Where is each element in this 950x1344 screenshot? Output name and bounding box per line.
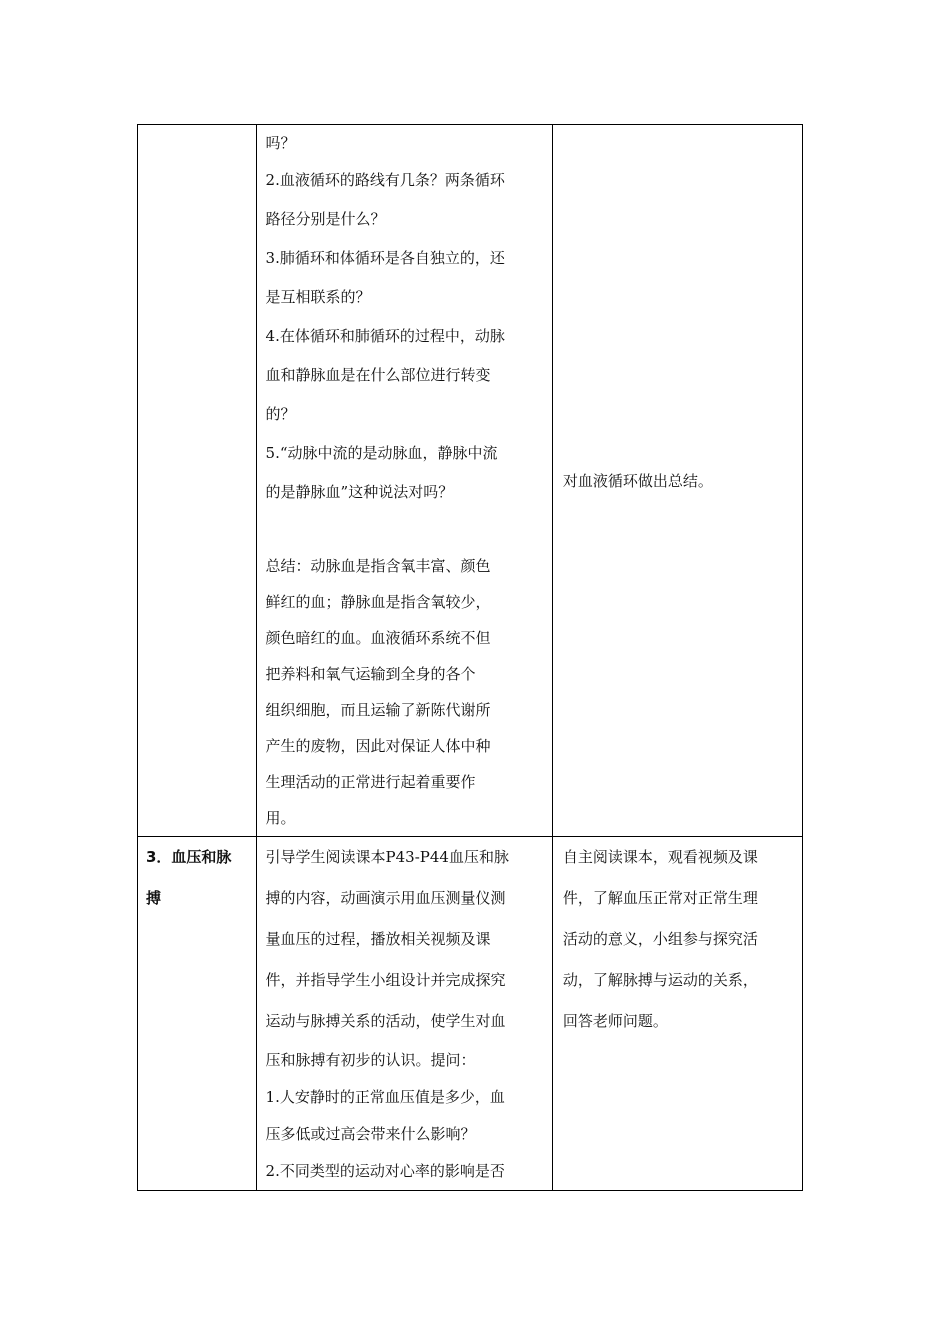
text-line: 的是静脉血”这种说法对吗？ — [265, 483, 454, 501]
text-line: 运动与脉搏关系的活动，使学生对血 — [265, 1012, 506, 1030]
student-activity-cell — [552, 837, 802, 1191]
table-row — [138, 125, 803, 837]
text-line: 4.在体循环和肺循环的过程中，动脉 — [265, 327, 505, 345]
text-line: 压和脉搏有初步的认识。提问： — [265, 1051, 476, 1069]
table-row — [138, 837, 803, 1191]
text-line: 量血压的过程，播放相关视频及课 — [265, 930, 491, 948]
text-line: 2.血液循环的路线有几条？两条循环 — [265, 171, 505, 189]
text-line: 活动的意义，小组参与探究活 — [562, 930, 758, 948]
text-line: 吗？ — [265, 134, 296, 152]
summary-line: 把养料和氧气运输到全身的各个 — [265, 665, 476, 683]
text-line: 回答老师问题。 — [562, 1012, 668, 1030]
text-line: 路径分别是什么？ — [265, 210, 386, 228]
text-line: 压多低或过高会带来什么影响？ — [265, 1125, 476, 1143]
text-line: 1.人安静时的正常血压值是多少，血 — [265, 1088, 505, 1106]
text-line: 血和静脉血是在什么部位进行转变 — [265, 366, 491, 384]
lesson-plan-table — [137, 124, 803, 1191]
stage-cell — [138, 125, 257, 837]
summary-line: 生理活动的正常进行起着重要作 — [265, 773, 476, 791]
text-line: 件，了解血压正常对正常生理 — [562, 889, 758, 907]
summary-line: 产生的废物，因此对保证人体中种 — [265, 737, 491, 755]
summary-line: 用。 — [265, 809, 296, 827]
text-line: 自主阅读课本，观看视频及课 — [562, 848, 758, 866]
blank-line — [266, 512, 536, 548]
stage-cell — [138, 837, 257, 1191]
text-line: 件，并指导学生小组设计并完成探究 — [265, 971, 506, 989]
text-line: 引导学生阅读课本P43-P44血压和脉 — [265, 848, 509, 866]
text-line: 2.不同类型的运动对心率的影响是否 — [265, 1162, 505, 1180]
text-line: 搏的内容，动画演示用血压测量仪测 — [265, 889, 506, 907]
summary-line: 颜色暗红的血。血液循环系统不但 — [265, 629, 491, 647]
text-line: 5.“动脉中流的是动脉血，静脉中流 — [265, 444, 498, 462]
text-line: 动，了解脉搏与运动的关系， — [562, 971, 758, 989]
text-line: 3.肺循环和体循环是各自独立的，还 — [265, 249, 505, 267]
stage-title-line: 3．血压和脉 — [146, 848, 232, 866]
stage-title-line: 搏 — [146, 889, 162, 907]
summary-line: 组织细胞，而且运输了新陈代谢所 — [265, 701, 491, 719]
summary-line: 鲜红的血；静脉血是指含氧较少， — [265, 593, 491, 611]
teacher-activity-cell — [256, 125, 552, 837]
summary-line: 总结：动脉血是指含氧丰富、颜色 — [265, 557, 491, 575]
teacher-activity-cell — [256, 837, 552, 1191]
text-line: 的？ — [265, 405, 296, 423]
text-line: 是互相联系的？ — [265, 288, 371, 306]
student-activity-cell: 对血液循环做出总结。 — [552, 125, 802, 837]
